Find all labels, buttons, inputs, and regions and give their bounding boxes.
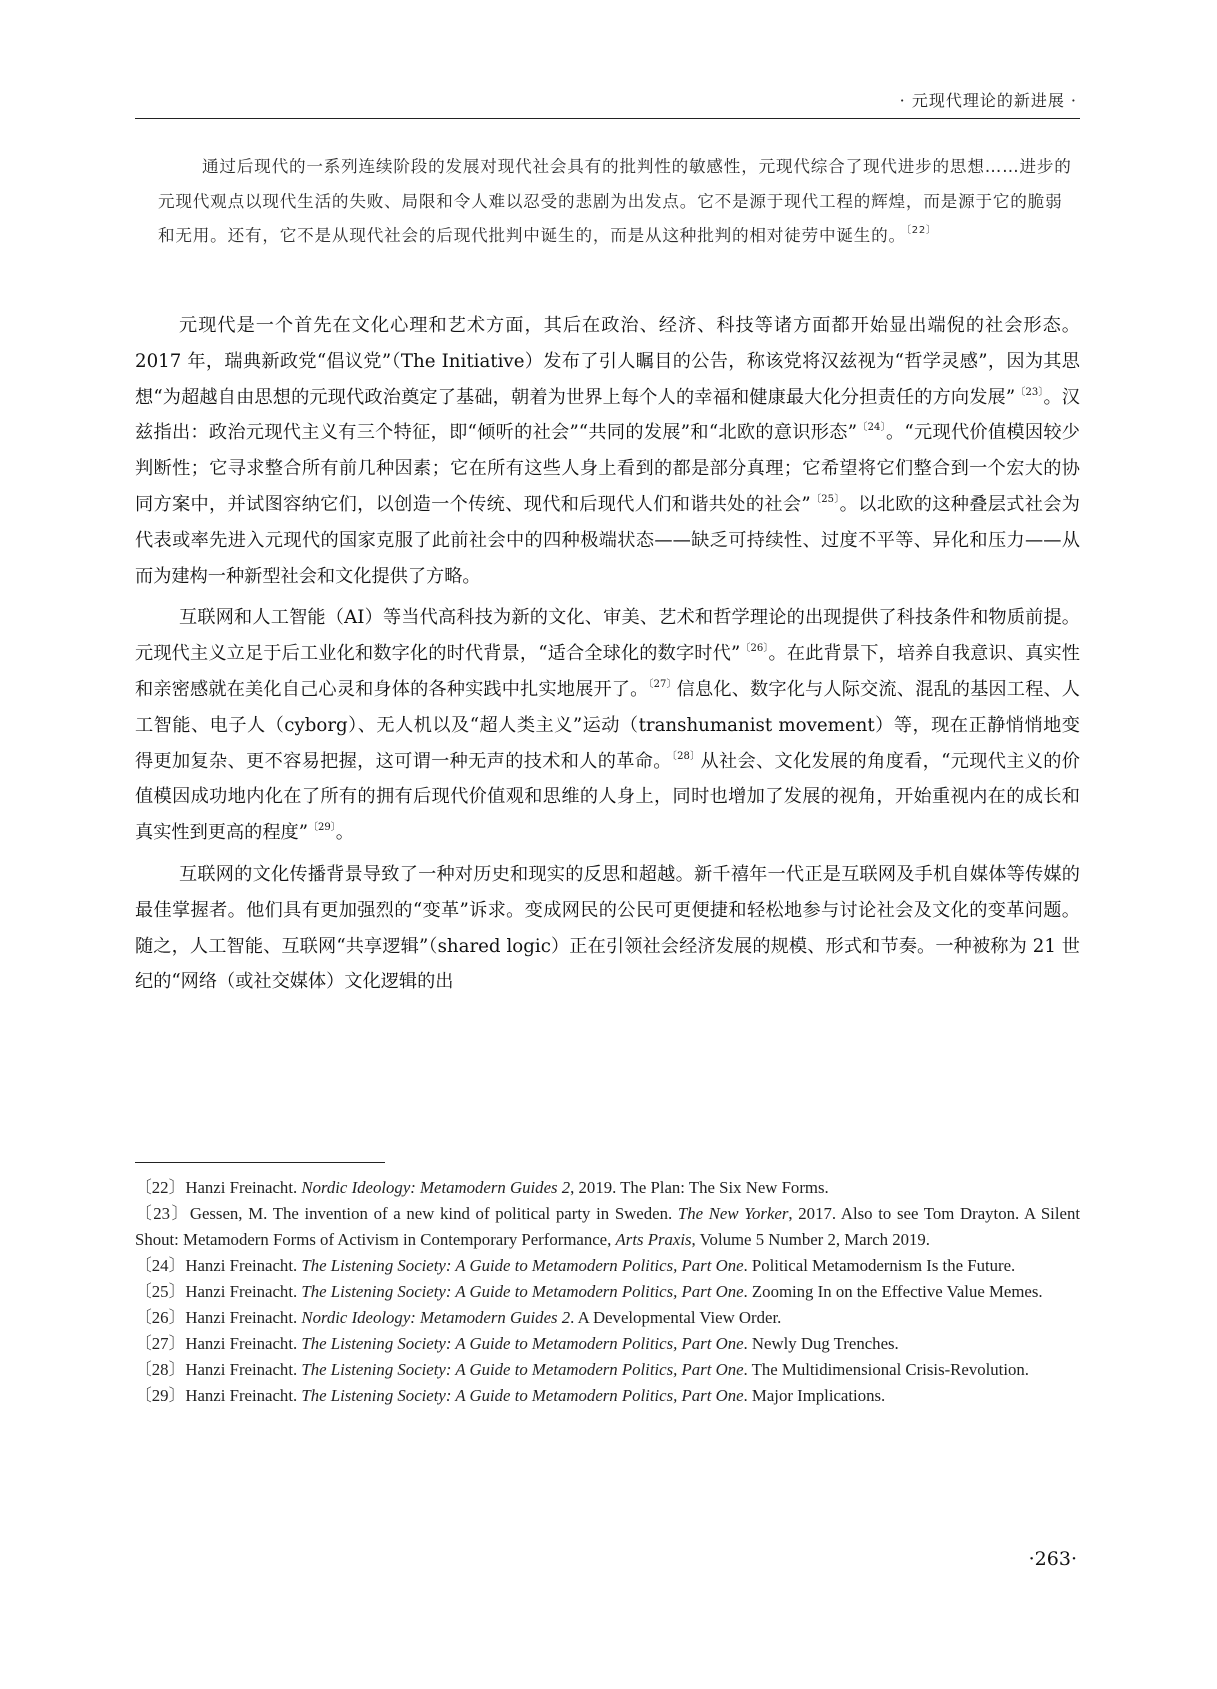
- footnotes: [135, 1175, 1080, 1409]
- footnote-ref-24[interactable]: 〔24〕: [857, 422, 886, 434]
- footnote-ref-28[interactable]: 〔28〕: [671, 750, 701, 762]
- footnote-text: 〔27〕Hanzi Freinacht.: [135, 1334, 302, 1353]
- footnote-ref-26[interactable]: 〔26〕: [740, 643, 769, 655]
- running-head: · 元现代理论的新进展 ·: [899, 91, 1077, 110]
- footnote-23: [135, 1201, 1080, 1253]
- footnote-title: The Listening Society: A Guide to Metamodern Politics, Part One: [301, 1282, 744, 1301]
- footnote-text: 〔28〕Hanzi Freinacht.: [135, 1360, 302, 1379]
- paragraph-2-part-a: 互联网和人工智能（AI）等当代高科技为新的文化、审美、艺术和哲学理论的出现提供了科技条件和物质前提。元现代主义立足于后工业化和数字化的时代背景，“适合全球化的数字时代”: [135, 607, 1080, 665]
- footnote-ref-23[interactable]: 〔23〕: [1015, 386, 1044, 398]
- footnote-title: The Listening Society: A Guide to Metamodern Politics, Part One: [301, 1334, 744, 1353]
- footnote-title: The Listening Society: A Guide to Metamodern Politics, Part One: [301, 1386, 744, 1405]
- footnote-text: 〔26〕Hanzi Freinacht.: [135, 1308, 302, 1327]
- page-number: ·263·: [1028, 1548, 1077, 1570]
- footnote-25: [135, 1279, 1080, 1305]
- footnote-title: Arts Praxis: [615, 1230, 692, 1249]
- paragraph-2: [135, 600, 1080, 851]
- header-rule: [135, 118, 1080, 119]
- paragraph-2-part-e: 。: [335, 822, 354, 844]
- footnote-text: 〔25〕Hanzi Freinacht.: [135, 1282, 302, 1301]
- footnote-22: [135, 1175, 1080, 1201]
- footnote-text: . A Developmental View Order.: [570, 1308, 782, 1327]
- paragraph-2-part-b: 。在此背景下，培养自我意识、真实性和亲密感就在美化自己心灵和身体的各种实践中扎实地展开了。: [135, 643, 1080, 700]
- paragraph-1-part-d: 。以北欧的这种叠层式社会为代表或率先进入元现代的国家克服了此前社会中的四种极端状态——缺乏可持续性、过度不平等、异化和压力——从而为建构一种新型社会和文化提供了方略。: [135, 493, 1080, 587]
- footnote-ref-25[interactable]: 〔25〕: [810, 493, 840, 505]
- footnote-text: . Zooming In on the Effective Value Memes.: [743, 1282, 1043, 1301]
- paragraph-3: 互联网的文化传播背景导致了一种对历史和现实的反思和超越。新千禧年一代正是互联网及手机自媒体等传媒的最佳掌握者。他们具有更加强烈的“变革”诉求。变成网民的公民可更便捷和轻松地参与讨论社会及文化的变革问题。随之，人工智能、互联网“共享逻辑”（shared logic）正在引领社会经济发展的规模、形式和节奏。一种被称为 21 世纪的“网络（或社交媒体）文化逻辑的出: [135, 863, 1080, 993]
- quote-text: [158, 150, 1078, 254]
- footnote-text: , Volume 5 Number 2, March 2019.: [691, 1230, 930, 1249]
- footnote-rule: [135, 1162, 385, 1163]
- footnote-27: [135, 1331, 1080, 1357]
- footnote-text: 〔23〕Gessen, M. The invention of a new kind of political party in Sweden.: [135, 1204, 678, 1223]
- footnote-26: [135, 1305, 1080, 1331]
- footnote-text: 〔29〕Hanzi Freinacht.: [135, 1386, 302, 1405]
- footnote-title: The Listening Society: A Guide to Metamodern Politics, Part One: [301, 1360, 744, 1379]
- paragraph-1: [135, 308, 1080, 594]
- quote-body: 通过后现代的一系列连续阶段的发展对现代社会具有的批判性的敏感性，元现代综合了现代进步的思想……进步的元现代观点以现代生活的失败、局限和令人难以忍受的悲剧为出发点。它不是源于现代工程的辉煌，而是源于它的脆弱和无用。还有，它不是从现代社会的后现代批判中诞生的，而是从这种批判的相对徒劳中诞生的。: [158, 157, 1072, 245]
- paragraph-1-part-a: 元现代是一个首先在文化心理和艺术方面，其后在政治、经济、科技等诸方面都开始显出端倪的社会形态。2017 年，瑞典新政党“倡议党”（The Initiative）发布了引人瞩目的公告，称该党将汉兹视为“哲学灵感”，因为其思想“为超越自由思想的元现代政治奠定了基础，朝着为世界上每个人的幸福和健康最大化分担责任的方向发展”: [135, 315, 1080, 408]
- paragraph-1-part-c: 。“元现代价值模因较少判断性；它寻求整合所有前几种因素；它在所有这些人身上看到的都是部分真理；它希望将它们整合到一个宏大的协同方案中，并试图容纳它们，以创造一个传统、现代和后现代人们和谐共处的社会”: [135, 422, 1080, 515]
- footnote-text: . The Multidimensional Crisis-Revolution.: [743, 1360, 1029, 1379]
- footnote-text: , 2019. The Plan: The Six New Forms.: [570, 1178, 829, 1197]
- footnote-title: The New Yorker: [677, 1204, 789, 1223]
- footnote-28: [135, 1357, 1080, 1383]
- block-quote: [158, 150, 1078, 254]
- body-text: [135, 308, 1080, 1006]
- paragraph-2-part-c: 信息化、数字化与人际交流、混乱的基因工程、人工智能、电子人（cyborg）、无人机以及“超人类主义”运动（transhumanist movement）等，现在正静悄悄地变得更加复杂、更不容易把握，这可谓一种无声的技术和人的革命。: [135, 678, 1080, 772]
- footnote-24: [135, 1253, 1080, 1279]
- paragraph-1-part-b: 。汉兹指出：政治元现代主义有三个特征，即“倾听的社会”“共同的发展”和“北欧的意识形态”: [135, 386, 1080, 444]
- footnote-text: . Major Implications.: [743, 1386, 886, 1405]
- footnote-text: . Political Metamodernism Is the Future.: [743, 1256, 1016, 1275]
- footnote-text: , 2017. Also to see Tom Drayton. A Silent Shout: Metamodern Forms of Activism in Contemporary Performance,: [135, 1204, 1080, 1249]
- paragraph-2-part-d: 从社会、文化发展的角度看，“元现代主义的价值模因成功地内化在了所有的拥有后现代价值观和思维的人身上，同时也增加了发展的视角，开始重视内在的成长和真实性到更高的程度”: [135, 750, 1080, 844]
- footnote-title: The Listening Society: A Guide to Metamodern Politics, Part One: [301, 1256, 744, 1275]
- footnote-title: Nordic Ideology: Metamodern Guides 2: [301, 1308, 571, 1327]
- footnote-ref-29[interactable]: 〔29〕: [308, 822, 336, 834]
- footnote-29: [135, 1383, 1080, 1409]
- footnote-text: . Newly Dug Trenches.: [743, 1334, 899, 1353]
- footnote-text: 〔24〕Hanzi Freinacht.: [135, 1256, 302, 1275]
- footnote-ref-27[interactable]: 〔27〕: [648, 678, 677, 690]
- footnote-ref-22[interactable]: 〔22〕: [905, 225, 937, 236]
- footnote-text: 〔22〕Hanzi Freinacht.: [135, 1178, 302, 1197]
- footnote-title: Nordic Ideology: Metamodern Guides 2: [301, 1178, 571, 1197]
